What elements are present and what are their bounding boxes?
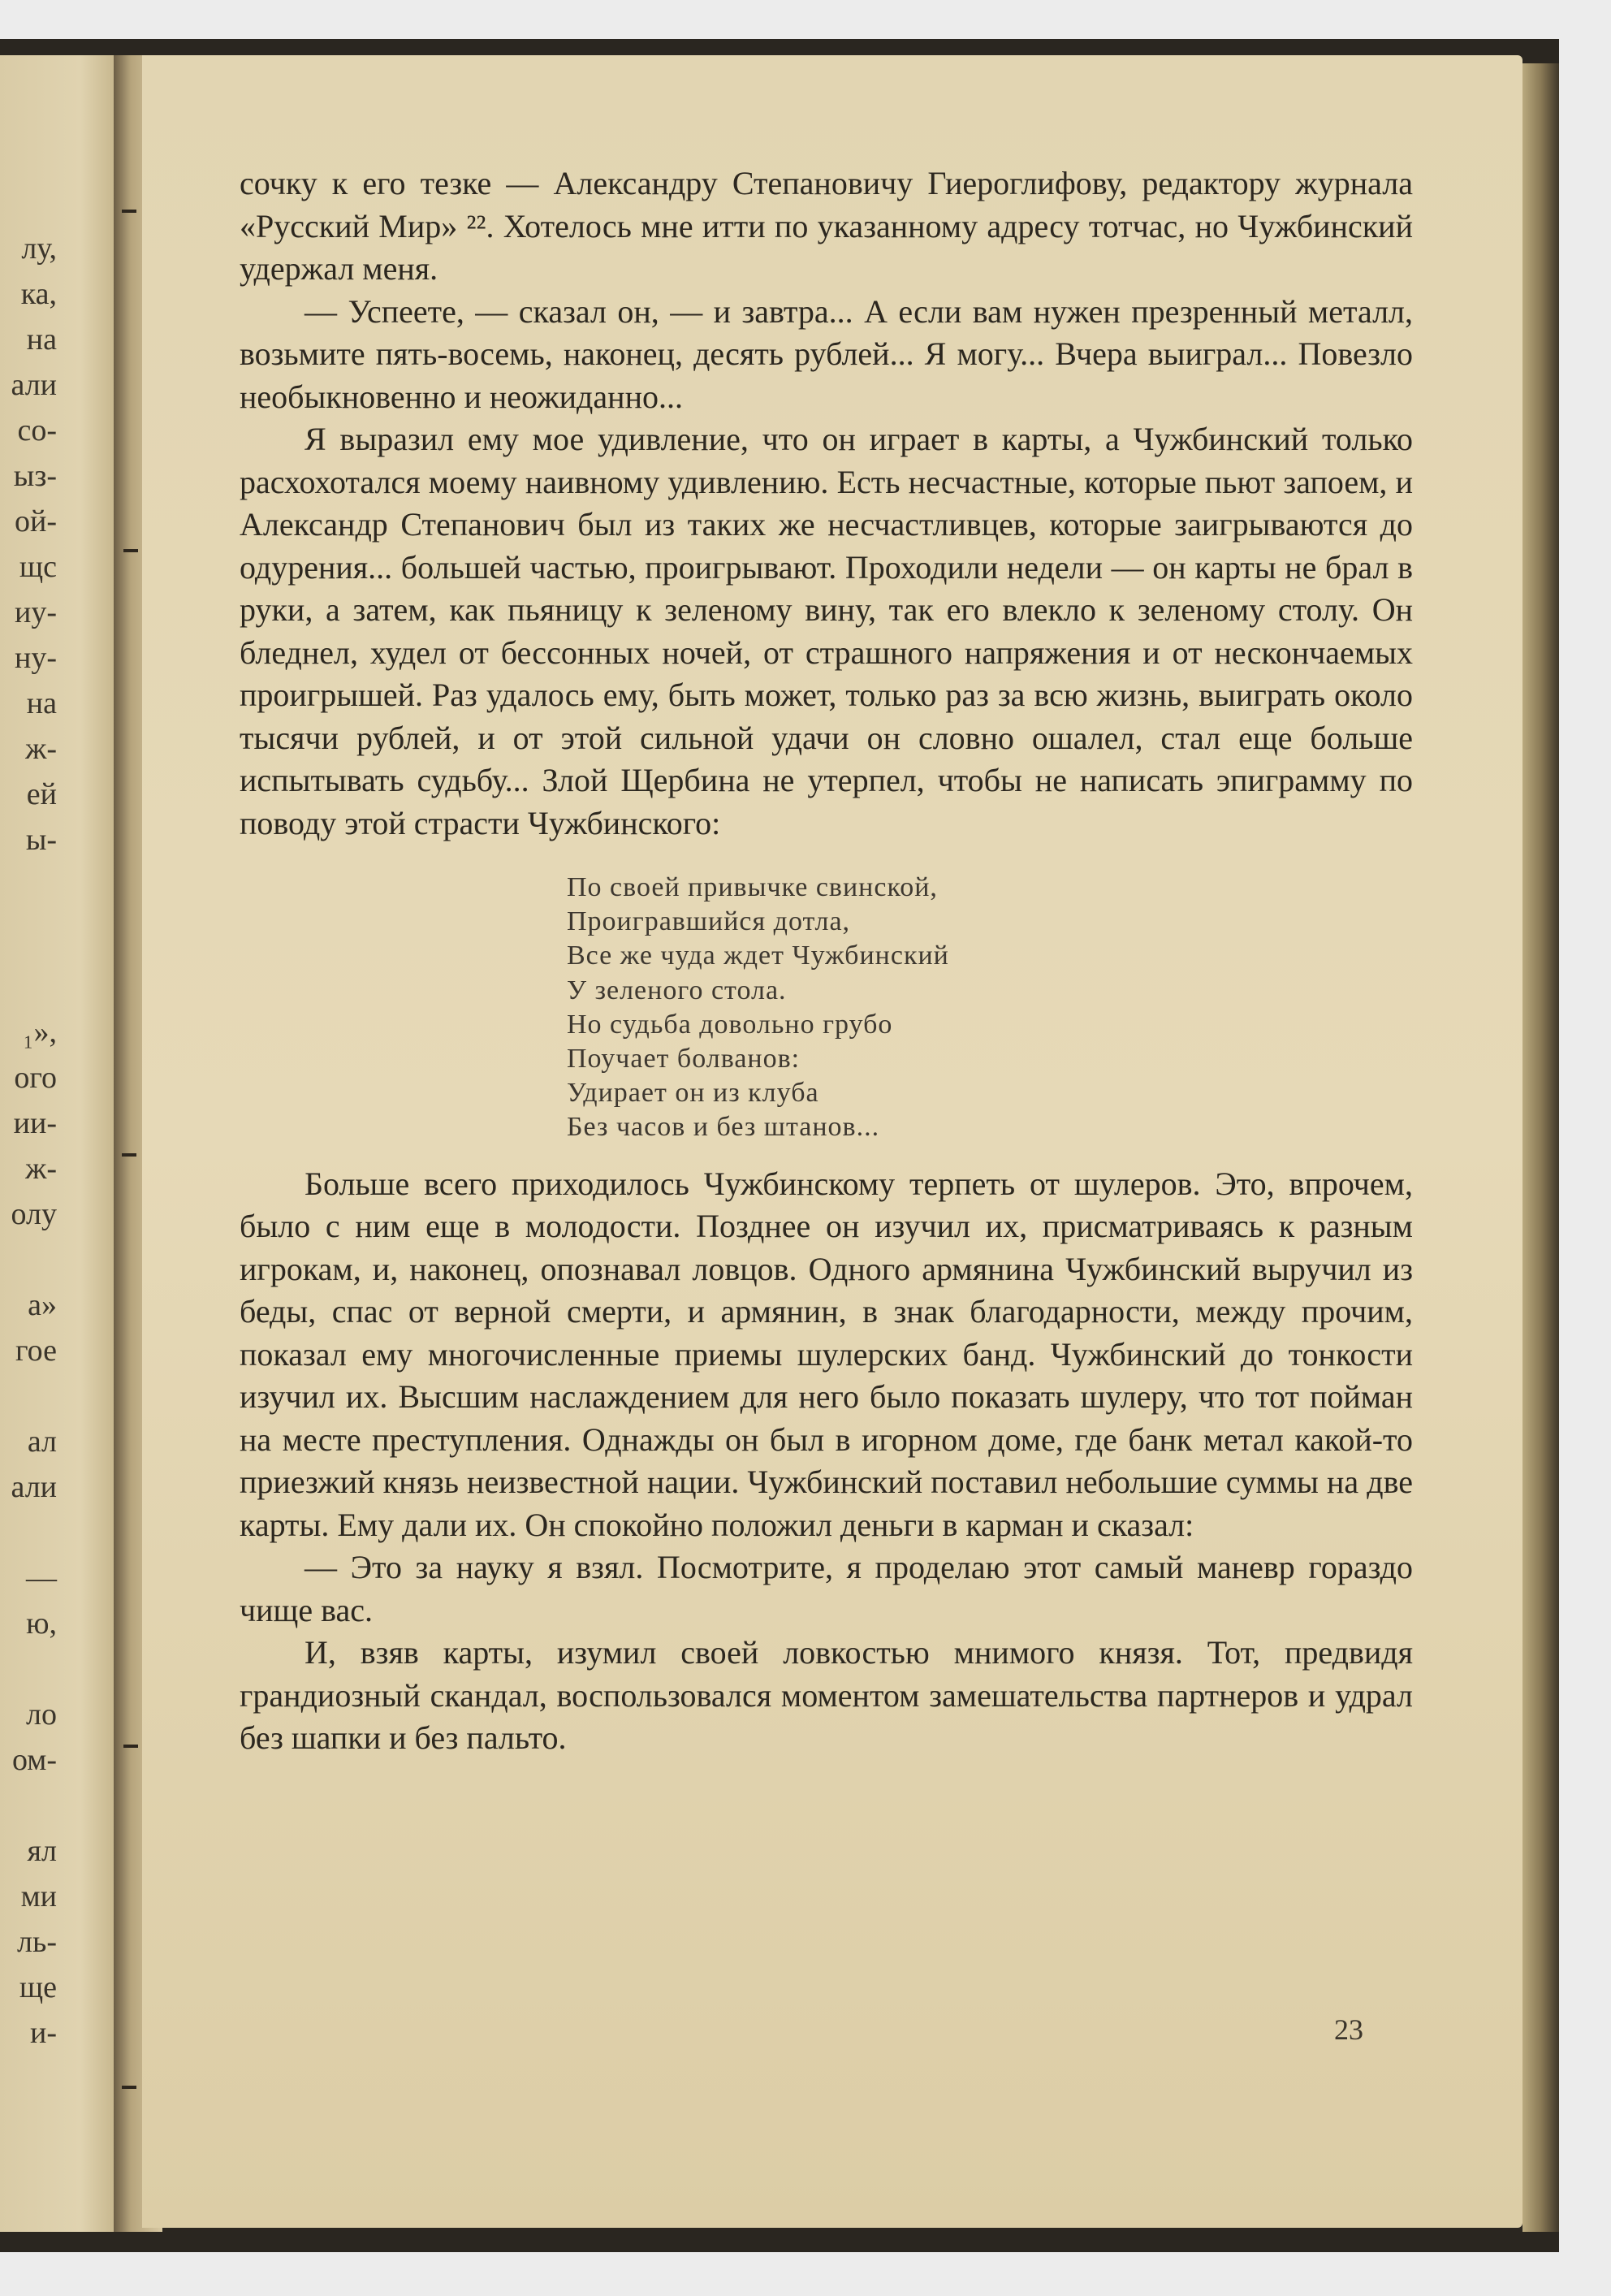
left-page-fragment: и- bbox=[30, 2016, 57, 2050]
poem-line: Все же чуда ждет Чужбинский bbox=[567, 940, 949, 971]
paragraph-p2: — Успеете, — сказал он, — и завтра... А если вам нужен презренный металл, возьмите пять-восемь, наконец, десять рублей... Я могу... Вчера выиграл... Повезло необыкновенно и неожиданно... bbox=[240, 292, 1413, 415]
left-page-fragment: щс bbox=[19, 550, 57, 584]
left-page-fragment: ого bbox=[14, 1061, 57, 1095]
left-page-fragment bbox=[0, 1373, 57, 1419]
binding-mark bbox=[122, 210, 136, 213]
left-page-fragment: али bbox=[11, 368, 57, 402]
left-page-fragment: ж- bbox=[25, 1152, 57, 1186]
binding-mark bbox=[122, 1153, 136, 1157]
left-page-fragment: со- bbox=[17, 413, 57, 448]
left-page-fragment: на bbox=[26, 322, 57, 357]
left-page-fragment bbox=[0, 1646, 57, 1692]
left-page-fragment: ы- bbox=[25, 823, 57, 857]
paragraphs-before-poem bbox=[240, 162, 1413, 845]
left-page-fragment: ял bbox=[27, 1834, 57, 1868]
left-page-fragment: ом- bbox=[12, 1743, 57, 1777]
paragraph-p1: сочку к его тезке — Александру Степановичу Гиероглифову, редактору журнала «Русский Мир» ²². Хотелось мне итти по указанному адресу тотчас, но Чужбинский удержал меня. bbox=[240, 165, 1413, 287]
paragraph-p6: И, взяв карты, изумил своей ловкостью мнимого князя. Тот, предвидя грандиозный скандал, воспользовался моментом замешательства партнеров и удрал без шапки и без пальто. bbox=[240, 1634, 1413, 1757]
left-page-fragment bbox=[0, 1237, 57, 1282]
left-page-fragment: ю, bbox=[26, 1606, 57, 1641]
paragraph-p5: — Это за науку я взял. Посмотрите, я проделаю этот самый маневр гораздо чище вас. bbox=[240, 1549, 1413, 1628]
left-page-fragment: ка, bbox=[20, 277, 57, 311]
left-page-fragment: ой- bbox=[15, 504, 57, 538]
left-page-fragments-top bbox=[0, 226, 57, 863]
epigram-poem bbox=[567, 871, 1413, 1145]
binding-mark bbox=[123, 549, 138, 552]
left-page-fragment: иу- bbox=[15, 595, 57, 629]
left-page-fragment: на bbox=[26, 686, 57, 720]
left-page-fragment: ии- bbox=[13, 1106, 57, 1140]
left-page-fragment: ыз- bbox=[13, 459, 57, 493]
left-page-fragment: ж- bbox=[25, 732, 57, 766]
left-page-fragments-bottom bbox=[0, 1010, 57, 2056]
left-page-fragment: ал bbox=[27, 1425, 57, 1459]
left-page-fragment: ми bbox=[20, 1879, 57, 1913]
binding-mark bbox=[123, 1745, 138, 1748]
left-page-fragment bbox=[0, 1783, 57, 1828]
left-page-fragment: а» bbox=[28, 1288, 57, 1322]
poem-line: Проигравшийся дотла, bbox=[567, 906, 851, 937]
left-page-fragment: лу, bbox=[21, 231, 57, 266]
page-body bbox=[240, 162, 1413, 1760]
binding-mark bbox=[122, 2086, 136, 2089]
left-page-fragment: ей bbox=[26, 777, 57, 811]
left-page-fragment: ло bbox=[26, 1697, 57, 1732]
paragraph-p3: Я выразил ему мое удивление, что он играет в карты, а Чужбинский только расхохотался моему наивному удивлению. Есть несчастные, которые пьют запоем, и Александр Степанович был из таких же несчастливцев, которые заигрываются до одурения... большей частью, проигрывают. Проходили недели — он карты не брал в руки, а затем, как пьяницу к зеленому вину, так его влекло к зеленому столу. Он бледнел, худел от бессонных ночей, от страшного напряжения и от нескончаемых проигрышей. Раз удалось ему, быть может, только раз за всю жизнь, выиграть около тысячи рублей, и от этой сильной удачи он словно ошалел, стал еще больше испытывать судьбу... Злой Щербина не утерпел, чтобы не написать эпиграмму по поводу этой страсти Чужбинского: bbox=[240, 421, 1413, 841]
left-page-fragment: али bbox=[11, 1470, 57, 1504]
left-page-fragment: олу bbox=[11, 1197, 57, 1231]
page-edge-shadow bbox=[1522, 63, 1559, 2232]
poem-line: По своей привычке свинской, bbox=[567, 872, 938, 902]
left-page-fragment: ну- bbox=[15, 641, 57, 675]
left-page-fragment: ль- bbox=[17, 1925, 57, 1959]
left-page-fragment bbox=[0, 1510, 57, 1555]
poem-line: Поучает болванов: bbox=[567, 1044, 801, 1074]
left-page-fragment: ще bbox=[19, 1970, 57, 2004]
poem-line: Без часов и без штанов... bbox=[567, 1112, 880, 1143]
poem-line: Но судьба довольно грубо bbox=[567, 1009, 893, 1040]
left-page-fragment: ₁», bbox=[23, 1015, 57, 1049]
left-page-fragment: гое bbox=[15, 1334, 57, 1368]
paragraphs-after-poem bbox=[240, 1163, 1413, 1760]
left-page-fragment: — bbox=[26, 1561, 57, 1595]
page-number: 23 bbox=[1334, 2013, 1363, 2046]
poem-line: У зеленого стола. bbox=[567, 975, 787, 1005]
paragraph-p4: Больше всего приходилось Чужбинскому терпеть от шулеров. Это, впрочем, было с ним еще в молодости. Позднее он изучил их, присматриваясь к разным игрокам, и, наконец, опознавал ловцов. Одного армянина Чужбинский выручил из беды, спас от верной смерти, и армянин, в знак благодарности, между прочим, показал ему многочисленные приемы шулерских банд. Чужбинский до тонкости изучил их. Высшим наслаждением для него было показать шулеру, что тот пойман на месте преступления. Однажды он был в игорном доме, где банк метал какой-то приезжий князь неизвестной нации. Чужбинский поставил небольшие суммы на две карты. Ему дали их. Он спокойно положил деньги в карман и сказал: bbox=[240, 1165, 1413, 1543]
poem-line: Удирает он из клуба bbox=[567, 1078, 819, 1109]
